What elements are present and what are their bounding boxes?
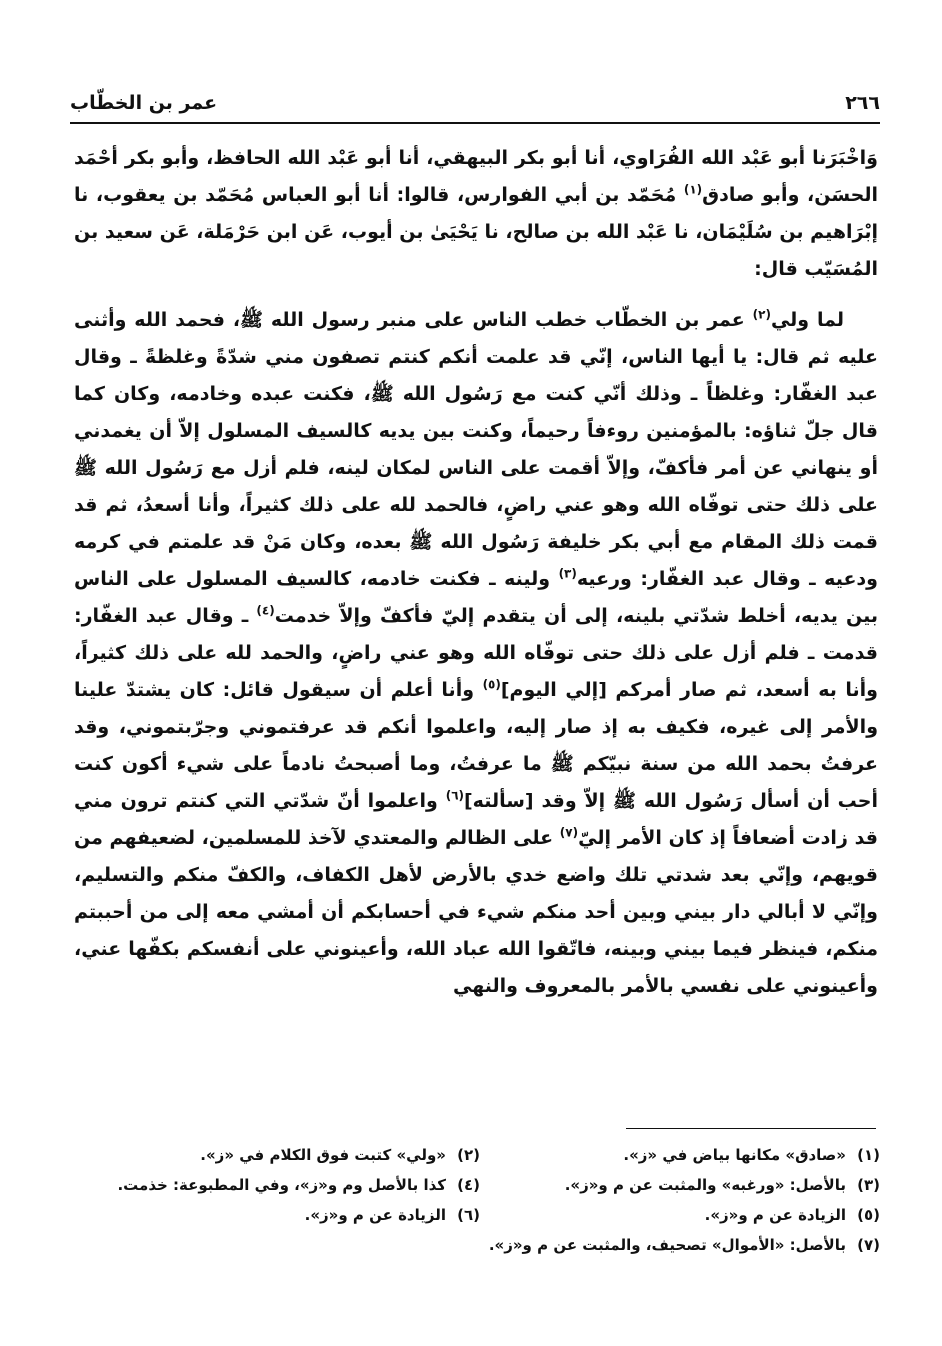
footnote-row <box>80 1170 880 1200</box>
footnote-number: (٣) <box>857 1176 880 1194</box>
footnote-number: (٦) <box>457 1206 480 1224</box>
main-text <box>74 140 878 1005</box>
footnote-number: (٤) <box>457 1176 480 1194</box>
footnote-number: (١) <box>857 1146 880 1164</box>
footnote-5 <box>480 1200 880 1230</box>
isnad-text: أبو عَبْد الله الفُرَاوي، أنا أبو بكر البيهقي، أنا أبو عَبْد الله الحافظ، وأبو بكر أحْمَد الحسَن، وأبو صادق <box>74 147 878 206</box>
isnad-paragraph <box>74 140 878 288</box>
footnote-ref-7: (٧) <box>559 825 579 840</box>
footnote-text: بالأصل: «الأموال» تصحيف، والمثبت عن م و«ز». <box>488 1236 846 1254</box>
narration-segment-4: ـ وقال عبد الغفّار: قدمت ـ فلم أزل على ذلك حتى توفّاه الله وهو عني راضٍ، والحمد لله على ذلك كثيراً، وأنا به أسعد، ثم صار أمركم [إلي اليوم] <box>74 605 878 701</box>
footnote-1 <box>480 1140 880 1170</box>
narration-segment-1: لما ولي <box>770 309 844 331</box>
footnote-3 <box>480 1170 880 1200</box>
narration-segment-7: على الظالم والمعتدي لآخذ للمسلمين، لضعيفهم من قويهم، وإنّي بعد شدتي تلك واضع خدي بالأرض لأهل الكفاف، والكفّ منكم والتسليم، وإنّي لا أبالي دار بيني وبين أحد منكم شيء في أحسابكم أن أمشي معه إلى من أحببتم منكم، فينظر فيما بيني وبينه، فاتّقوا الله عباد الله، وأعينوني على أنفسكم بكفّها عني، وأعينوني على نفسي بالأمر بالمعروف والنهي <box>74 827 878 997</box>
footnote-6 <box>80 1200 480 1230</box>
footnote-ref-5: (٥) <box>482 677 501 692</box>
narration-segment-5: وأنا أعلم أن سيقول قائل: كان يشتدّ علينا والأمر إلى غيره، فكيف به إذ صار إليه، واعلموا أنكم قد عرفتموني وجرّبتموني، وقد عرفتُ بحمد الله من سنة نبيّكم ﷺ ما عرفتُ، وما أصبحتُ نادماً على شيء أكون كنت أحب أن أسأل رَسُول الله ﷺ إلاّ وقد [سألته] <box>74 679 879 812</box>
footnote-number: (٧) <box>857 1236 880 1254</box>
footnote-ref-6: (٦) <box>445 788 464 803</box>
footnote-ref-2: (٢) <box>752 307 771 322</box>
page-number: ٢٦٦ <box>845 92 880 114</box>
isnad-text-2: مُحَمّد بن أبي الفوارس، قالوا: أنا أبو العباس مُحَمّد بن يعقوب، نا إبْرَاهيم بن سُلَيْمَان، نا عَبْد الله بن صالح، نا يَحْيَىٰ بن أيوب، عَن ابن حَرْمَلة، عَن سعيد بن المُسَيّب قال: <box>74 184 878 280</box>
footnote-number: (٥) <box>857 1206 880 1224</box>
footnote-text: «صادق» مكانها بياض في «ز». <box>623 1146 846 1164</box>
footnote-row <box>80 1200 880 1230</box>
footnotes <box>80 1140 880 1260</box>
footnote-text: كذا بالأصل وم و«ز»، وفي المطبوعة: خذمت. <box>117 1176 446 1194</box>
footnote-row <box>80 1140 880 1170</box>
footnote-ref-3: (٣) <box>558 566 577 581</box>
footnote-text: الزيادة عن م و«ز». <box>704 1206 846 1224</box>
narration-segment-3: ولينه ـ فكنت خادمه، كالسيف المسلول على الناس بين يديه، أخلط شدّتي بلينه، إلى أن يتقدم إليّ فأكفّ وإلاّ خدمت <box>74 568 878 627</box>
page-header <box>70 86 880 120</box>
footnote-4 <box>80 1170 480 1200</box>
footnote-row <box>80 1230 880 1260</box>
narration-paragraph <box>74 302 878 1005</box>
footnote-rule <box>626 1128 876 1129</box>
header-rule <box>70 122 880 124</box>
footnote-text: الزيادة عن م و«ز». <box>304 1206 446 1224</box>
footnote-7 <box>480 1230 880 1260</box>
footnote-text: «ولي» كتبت فوق الكلام في «ز». <box>200 1146 446 1164</box>
narration-segment-6: واعلموا أنّ شدّتي التي كنتم ترون مني قد زادت أضعافاً إذ كان الأمر إليّ <box>74 790 878 849</box>
isnad-lead-word: وَاخْبَرَنا <box>812 147 878 169</box>
footnote-ref-1: (١) <box>683 182 703 197</box>
footnote-number: (٢) <box>457 1146 480 1164</box>
footnote-text: بالأصل: «ورغبه» والمثبت عن م و«ز». <box>564 1176 846 1194</box>
footnote-2 <box>80 1140 480 1170</box>
footnote-ref-4: (٤) <box>256 603 275 618</box>
narration-segment-2: عمر بن الخطّاب خطب الناس على منبر رسول الله ﷺ، فحمد الله وأثنى عليه ثم قال: يا أيها الناس، إنّي قد علمت أنكم كنتم تصفون مني شدّةً وغلظةً ـ وقال عبد الغفّار: وغلظاً ـ وذلك أنّي كنت مع رَسُول الله ﷺ، فكنت عبده وخادمه، وكان كما قال جلّ ثناؤه: بالمؤمنين روءفاً رحيماً، وكنت بين يديه كالسيف المسلول إلاّ أن يغمدني أو ينهاني عن أمر فأكفّ، وإلاّ أقمت على الناس لمكان لينه، فلم أزل مع رَسُول الله ﷺ على ذلك حتى توفّاه الله وهو عني راضٍ، فالحمد لله على ذلك كثيراً، وأنا أسعدُ، ثم قد قمت ذلك المقام مع أبي بكر خليفة رَسُول الله ﷺ بعده، وكان مَنْ قد علمتم في كرمه ودعيه ـ وقال عبد الغفّار: ورعيه <box>74 309 878 590</box>
running-title: عمر بن الخطّاب <box>70 92 218 114</box>
